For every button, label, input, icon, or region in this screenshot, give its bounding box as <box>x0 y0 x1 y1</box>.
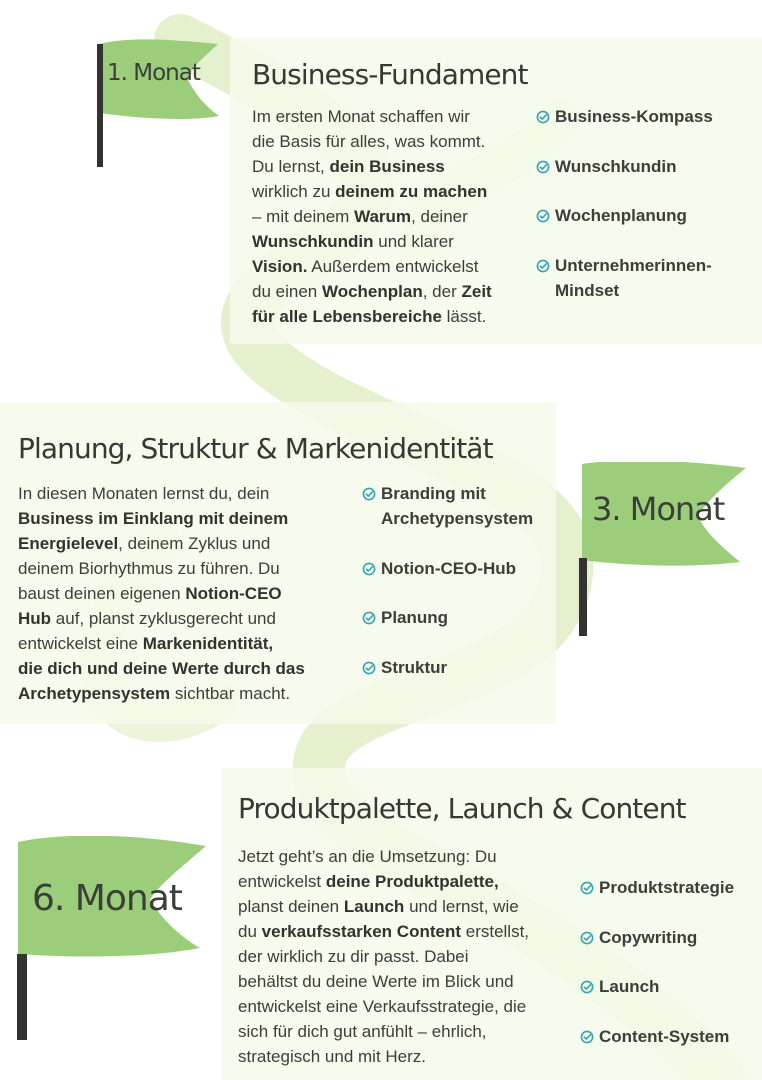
checklist-label: Struktur <box>381 657 448 677</box>
check-circle-icon <box>362 611 376 625</box>
flag-month-6 <box>16 836 212 1042</box>
check-circle-icon <box>362 661 376 675</box>
checklist-item <box>580 925 734 950</box>
checklist-item <box>362 481 533 531</box>
text-emphasis: Business im Einklang mit deinem <box>18 509 289 528</box>
text-segment: und lernst, wie <box>409 897 519 916</box>
check-circle-icon <box>536 160 550 174</box>
checklist-item <box>580 974 734 999</box>
checklist-label: Launch <box>599 977 660 996</box>
text-line: behältst du deine Werte im Blick und <box>238 972 514 991</box>
text-line: sich für dich gut anfühlt – ehrlich, <box>238 1022 487 1041</box>
checklist-item <box>580 875 734 900</box>
text-line: Jetzt geht’s an die Umsetzung: Du <box>238 847 497 866</box>
checklist-item <box>536 154 713 179</box>
checklist-item <box>536 104 713 129</box>
text-line: entwickelst eine Verkaufsstrategie, die <box>238 997 527 1016</box>
text-emphasis: Wochenplan <box>321 282 423 301</box>
text-line: Im ersten Monat schaffen wir <box>252 107 470 126</box>
text-emphasis: dein Business <box>329 157 445 176</box>
section-planung-struktur <box>0 402 556 724</box>
text-segment: du einen <box>252 282 318 301</box>
checklist-item <box>362 655 533 680</box>
text-emphasis: Notion-CEO <box>185 584 282 603</box>
text-emphasis: Markenidentität, <box>142 634 274 653</box>
checklist-label-line: Mindset <box>555 280 620 300</box>
checklist-label: Copywriting <box>599 927 698 947</box>
text-line: die Basis für alles, was kommt. <box>252 132 486 151</box>
flag-month-1 <box>95 38 225 170</box>
flag-month-3 <box>578 462 750 640</box>
checklist-label: Wunschkundin <box>555 156 677 176</box>
text-emphasis: Vision. <box>252 257 308 276</box>
text-segment: – mit deinem <box>252 207 350 226</box>
text-line: In diesen Monaten lernst du, dein <box>18 484 270 503</box>
checklist-item <box>536 253 713 303</box>
check-circle-icon <box>536 209 550 223</box>
checklist-item <box>536 203 713 228</box>
text-emphasis: Hub <box>18 609 52 628</box>
checklist <box>362 481 533 704</box>
checklist-label: Wochenplanung <box>555 206 687 225</box>
text-emphasis: Zeit <box>461 282 492 301</box>
text-emphasis: deinem zu machen <box>335 182 488 201</box>
text-emphasis: Launch <box>343 897 405 916</box>
text-emphasis: die dich und deine Werte durch das <box>18 659 305 678</box>
text-segment: Du lernst, <box>252 157 325 176</box>
text-segment: und klarer <box>378 232 454 251</box>
check-circle-icon <box>536 110 550 124</box>
text-emphasis: für alle Lebensbereiche <box>252 307 442 326</box>
text-line: der wirklich zu dir passt. Dabei <box>238 947 469 966</box>
text-segment: auf, planst zyklusgerecht und <box>55 609 276 628</box>
text-segment: entwickelst <box>238 872 322 891</box>
check-circle-icon <box>580 881 594 895</box>
section-description <box>252 104 492 329</box>
text-emphasis: verkaufsstarken Content <box>261 922 461 941</box>
checklist-label <box>381 481 533 531</box>
checklist-item <box>362 556 533 581</box>
checklist-label-line: Unternehmerinnen- <box>555 255 712 275</box>
text-segment: , der <box>422 282 457 301</box>
checklist-label: Produktstrategie <box>599 878 735 897</box>
check-circle-icon <box>580 931 594 945</box>
checklist <box>580 875 734 1073</box>
checklist <box>536 104 713 327</box>
checklist-item <box>362 605 533 630</box>
section-title: Produktpalette, Launch & Content <box>238 792 686 825</box>
check-circle-icon <box>362 562 376 576</box>
flag-icon <box>578 462 750 640</box>
checklist-label: Business-Kompass <box>555 107 713 126</box>
checklist-label-line: Archetypensystem <box>381 509 534 528</box>
text-segment: Außerdem entwickelst <box>311 257 479 276</box>
checklist-label: Notion-CEO-Hub <box>381 558 517 578</box>
text-segment: sichtbar macht. <box>174 684 291 703</box>
check-circle-icon <box>536 259 550 273</box>
section-business-fundament <box>230 38 762 344</box>
text-segment: , deiner <box>411 207 468 226</box>
check-circle-icon <box>580 980 594 994</box>
text-segment: planst deinen <box>238 897 340 916</box>
text-segment: du <box>238 922 257 941</box>
text-segment: erstellst, <box>465 922 530 941</box>
text-segment: lässt. <box>446 307 487 326</box>
text-line: strategisch und mit Herz. <box>238 1047 427 1066</box>
checklist-label: Content-System <box>599 1026 730 1046</box>
checklist-item <box>580 1024 734 1049</box>
check-circle-icon <box>580 1030 594 1044</box>
checklist-label-line: Branding mit <box>381 484 486 503</box>
text-emphasis: deine Produktpalette, <box>325 872 499 891</box>
check-circle-icon <box>362 487 376 501</box>
text-emphasis: Warum <box>354 207 412 226</box>
text-segment: , deinem Zyklus und <box>118 534 271 553</box>
section-description <box>18 481 305 706</box>
section-description <box>238 844 529 1069</box>
checklist-label: Planung <box>381 608 449 627</box>
section-title: Planung, Struktur & Markenidentität <box>18 432 493 465</box>
flag-label: 6. Monat <box>32 878 182 919</box>
flag-label: 1. Monat <box>107 60 200 86</box>
flag-label: 3. Monat <box>592 490 725 528</box>
section-title: Business-Fundament <box>252 58 528 91</box>
text-emphasis: Energielevel <box>18 534 119 553</box>
text-line: deinem Biorhythmus zu führen. Du <box>18 559 280 578</box>
text-segment: baust deinen eigenen <box>18 584 181 603</box>
section-produktpalette <box>222 768 762 1080</box>
text-segment: wirklich zu <box>252 182 331 201</box>
text-segment: entwickelst eine <box>18 634 139 653</box>
text-emphasis: Wunschkundin <box>252 232 374 251</box>
text-emphasis: Archetypensystem <box>18 684 171 703</box>
checklist-label <box>555 253 712 303</box>
flag-icon <box>95 38 225 170</box>
flag-icon <box>16 836 212 1042</box>
